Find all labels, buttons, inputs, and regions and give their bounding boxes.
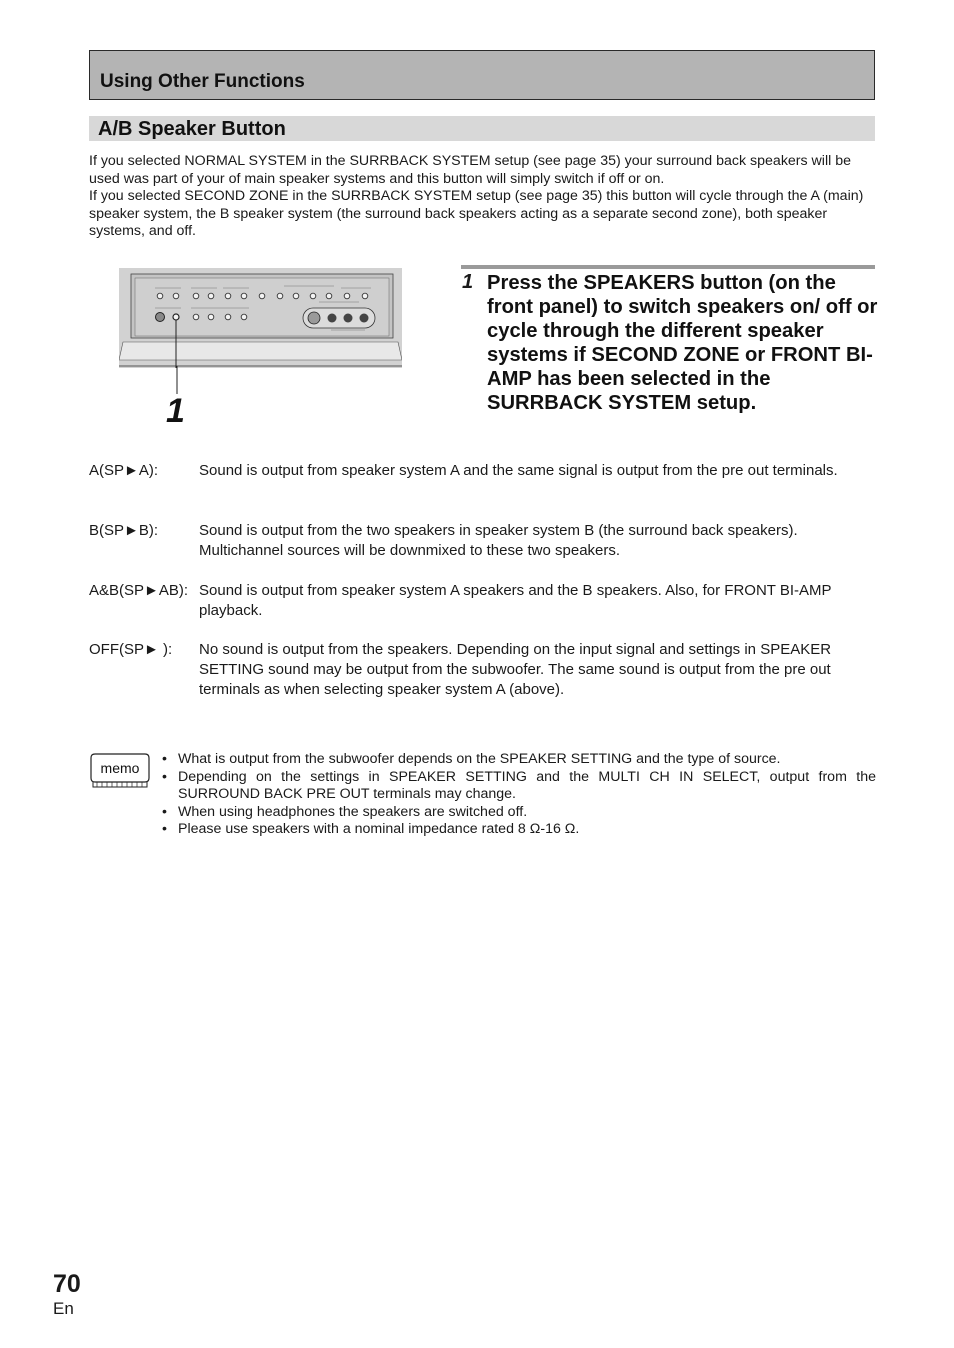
memo-item	[160, 821, 876, 839]
chapter-title: Using Other Functions	[100, 71, 305, 92]
chapter-header	[89, 50, 875, 100]
definition-term: OFF(SP► ):	[89, 641, 173, 658]
definition-desc: Sound is output from speaker system A and the same signal is output from the pre out terminals.	[199, 462, 838, 479]
memo-icon-label: memo	[100, 760, 140, 776]
callout-number: 1	[166, 392, 185, 430]
memo-item-text: Depending on the settings in SPEAKER SETTING and the MULTI CH IN SELECT, output from the SURROUND BACK PRE OUT terminals may change.	[178, 768, 876, 803]
step-divider	[461, 265, 875, 269]
definition-term: B(SP►B):	[89, 522, 159, 539]
definition-desc: Sound is output from speaker system A speakers and the B speakers. Also, for FRONT BI-AMP playback.	[199, 582, 832, 619]
intro-paragraph: If you selected NORMAL SYSTEM in the SURRBACK SYSTEM setup (see page 35) your surround back speakers will be used was part of your of main speaker systems and this button will simply switch if off or on.	[89, 153, 851, 187]
memo-icon	[89, 752, 151, 790]
memo-item-text: What is output from the subwoofer depends on the SPEAKER SETTING and the type of source.	[178, 751, 781, 767]
step-number: 1	[462, 271, 474, 293]
bullet: •	[162, 821, 167, 838]
memo-item-text: Please use speakers with a nominal impedance rated 8 Ω-16 Ω.	[178, 821, 580, 838]
section-title: A/B Speaker Button	[98, 118, 286, 140]
section-header	[89, 116, 875, 141]
bullet: •	[162, 768, 167, 785]
memo-list	[160, 751, 876, 839]
front-panel-drawing	[119, 268, 402, 368]
memo-item	[160, 804, 876, 822]
intro-paragraph: If you selected SECOND ZONE in the SURRBACK SYSTEM setup (see page 35) this button will cycle through the A (main) speaker system, the B speaker system (the surround back speakers acting as a separate second zone), both speaker systems, and off.	[89, 188, 864, 240]
bullet: •	[162, 751, 167, 767]
definition-term: A&B(SP►AB):	[89, 582, 189, 599]
front-panel-illustration	[119, 268, 402, 368]
memo-item-text: When using headphones the speakers are switched off.	[178, 803, 528, 820]
definition-desc: No sound is output from the speakers. Depending on the input signal and settings in SPEAKER SETTING sound may be output from the subwoofer. The same sound is output from the pre out terminals as when selecting speaker system A (above).	[199, 641, 832, 698]
step-instruction: Press the SPEAKERS button (on the front panel) to switch speakers on/ off or cycle through the different speaker systems if SECOND ZONE or FRONT BI-AMP has been selected in the SURRBACK SYSTEM setup.	[487, 272, 878, 414]
page-language: En	[53, 1299, 74, 1318]
definition-term: A(SP►A):	[89, 462, 159, 479]
bullet: •	[162, 803, 167, 820]
page-number: 70	[53, 1270, 81, 1298]
memo-item	[160, 751, 876, 769]
memo-item	[160, 769, 876, 804]
definition-desc: Sound is output from the two speakers in speaker system B (the surround back speakers). Multichannel sources will be downmixed to these two speakers.	[199, 522, 798, 559]
intro-text	[89, 153, 877, 241]
